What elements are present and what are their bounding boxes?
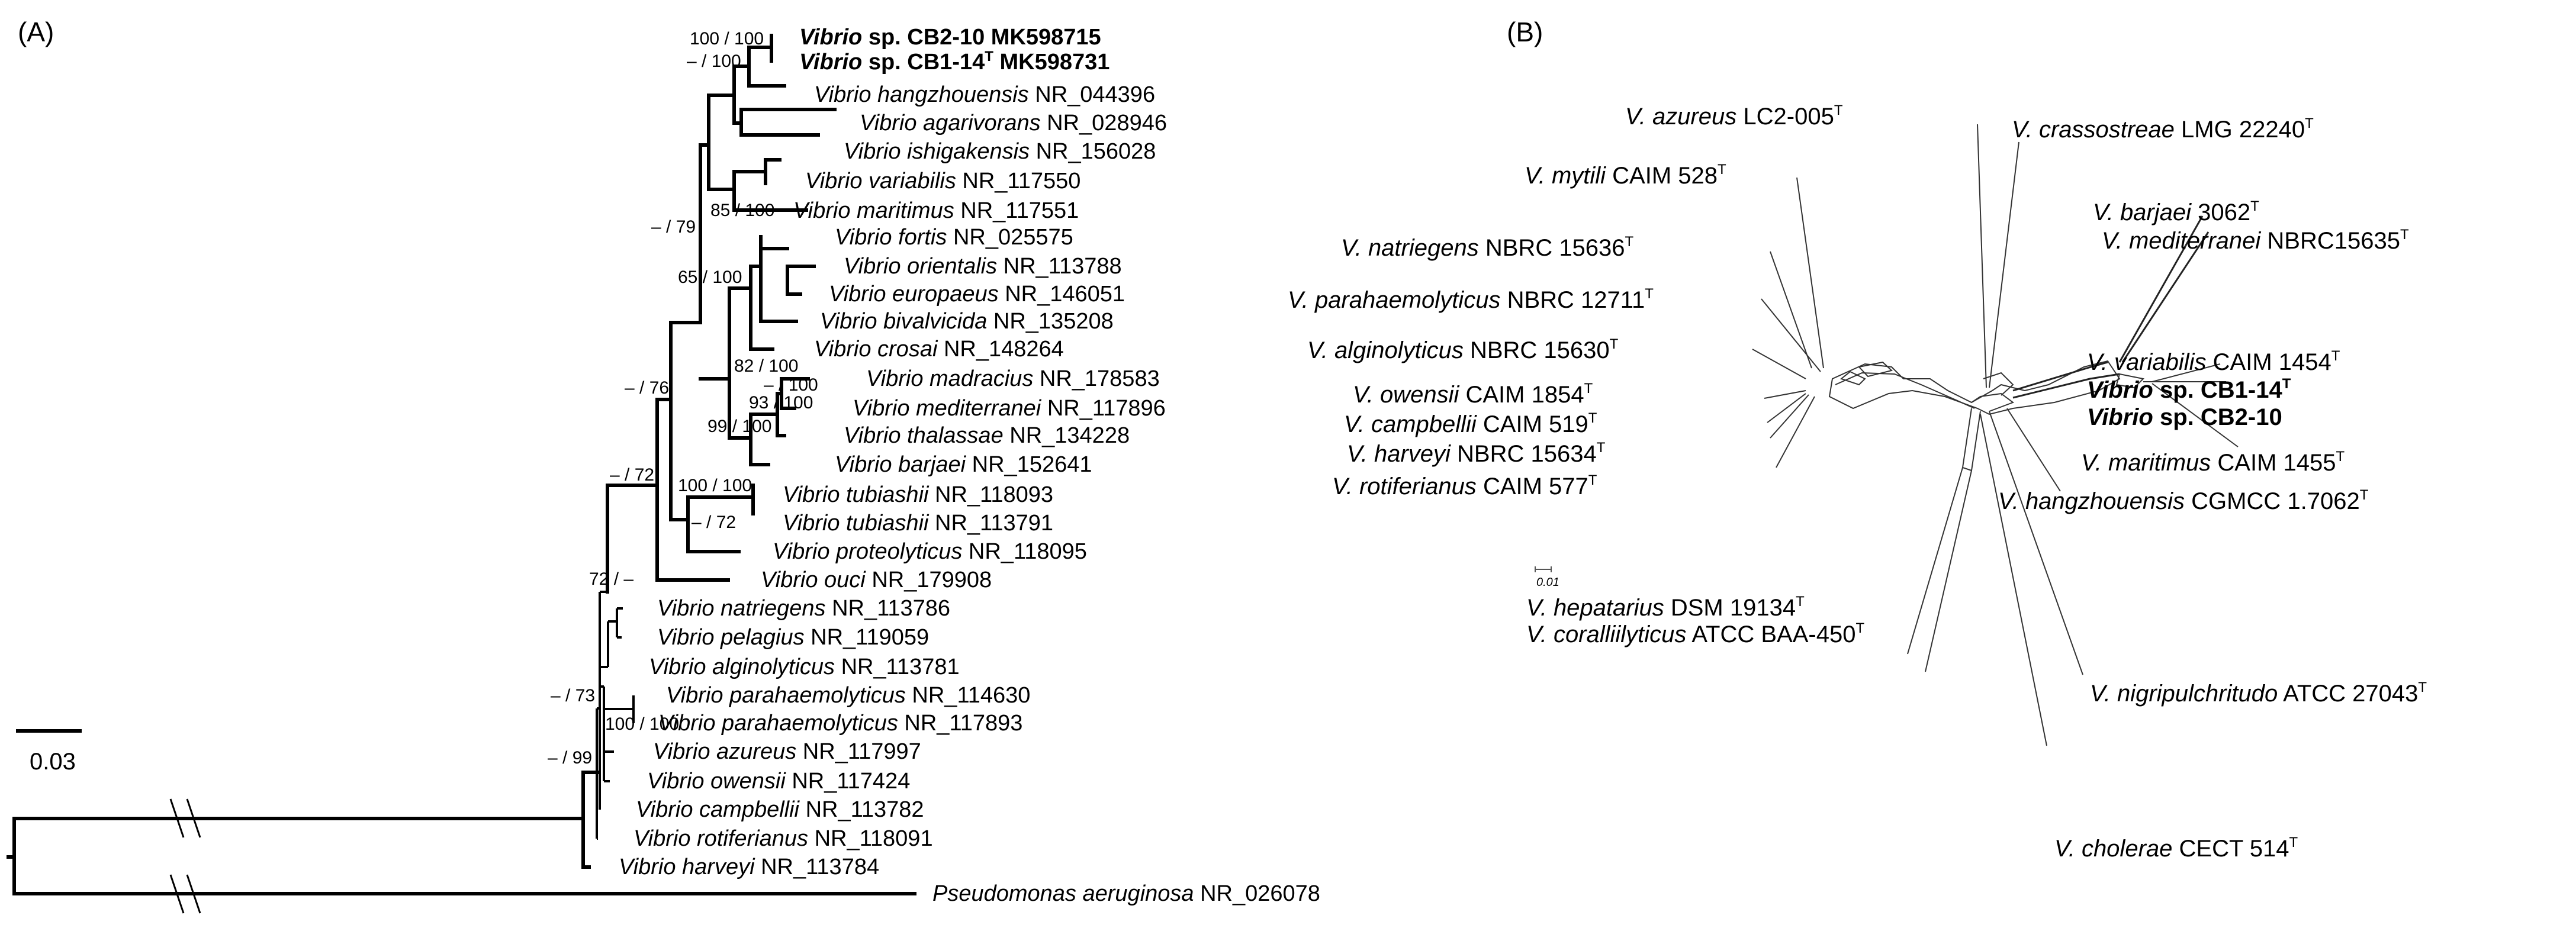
leaf-label: Vibrio bivalvicida NR_135208 — [820, 309, 1114, 334]
leaf-label: Vibrio parahaemolyticus NR_114630 — [666, 683, 1031, 708]
network-scale-label: 0.01 — [1536, 576, 1559, 589]
leaf-label: Vibrio rotiferianus NR_118091 — [633, 826, 933, 851]
taxon-label: V. crassostreae LMG $22240^T$ — [2012, 115, 2314, 143]
leaf-label: Vibrio harveyi NR_113784 — [619, 855, 880, 879]
taxon-label: V. harveyi NBRC $15634^T$ — [1347, 440, 1606, 467]
support-value: 85 / 100 — [710, 201, 775, 220]
leaf-label: Vibrio proteolyticus NR_118095 — [773, 539, 1087, 564]
leaf-label: Vibrio natriegens NR_113786 — [657, 596, 951, 621]
taxon-label: V. hangzhouensis CGMCC $1.7062^T$ — [1998, 487, 2369, 514]
leaf-label: Vibrio sp. CB2-10 MK598715 — [799, 25, 1101, 50]
scale-bar-label: 0.03 — [30, 749, 76, 775]
support-value: 65 / 100 — [678, 268, 742, 287]
leaf-label: Vibrio thalassae NR_134228 — [844, 423, 1130, 448]
support-value: – / 72 — [692, 513, 737, 532]
branch-alginolyticus — [1752, 349, 1806, 379]
leaf-label: Vibrio parahaemolyticus NR_117893 — [658, 711, 1023, 736]
support-value: – / 100 — [687, 51, 741, 71]
tree-leaf-labels — [619, 25, 1320, 906]
support-value: 93 / 100 — [749, 393, 813, 413]
branch-rotiferianus — [1776, 397, 1815, 468]
support-value: 100 / 100 — [678, 476, 752, 495]
taxon-label: V. owensii CAIM $1854^T$ — [1353, 381, 1593, 408]
support-value: – / 73 — [551, 686, 596, 705]
leaf-label: Pseudomonas aeruginosa NR_026078 — [932, 881, 1320, 906]
leaf-label: Vibrio azureus NR_117997 — [653, 739, 921, 764]
support-value: – / 72 — [610, 465, 655, 485]
network-taxon-labels — [1288, 102, 2427, 862]
taxon-label: V. maritimus CAIM $1455^T$ — [2081, 449, 2345, 476]
leaf-label: Vibrio crosai NR_148264 — [814, 337, 1064, 362]
support-value: 82 / 100 — [734, 356, 799, 376]
branch-hangzhouensis — [2007, 408, 2060, 491]
branch-crassostreae — [1989, 142, 2019, 388]
taxon-label: V. parahaemolyticus NBRC $12711^T$ — [1288, 286, 1654, 313]
leaf-label: Vibrio sp. $CB1-14^T$ MK598731 — [799, 49, 1110, 75]
phylogenetic-tree — [8, 25, 1320, 913]
leaf-label: Vibrio ishigakensis NR_156028 — [844, 139, 1156, 164]
taxon-label: Vibrio sp. CB2-10 — [2087, 404, 2282, 430]
taxon-label: V. natriegens NBRC $15636^T$ — [1341, 234, 1634, 261]
taxon-label: V. campbellii CAIM $519^T$ — [1344, 410, 1597, 437]
branch-owensii — [1764, 391, 1806, 398]
taxon-label: V. hepatarius DSM $19134^T$ — [1526, 594, 1805, 621]
support-value: – / 100 — [764, 375, 818, 395]
leaf-label: Vibrio tubiashii NR_118093 — [783, 482, 1054, 507]
branch-natriegens — [1770, 252, 1812, 368]
support-value: – / 79 — [651, 217, 696, 237]
support-value: 72 / – — [589, 569, 634, 589]
leaf-label: Vibrio pelagius NR_119059 — [657, 625, 930, 650]
leaf-label: Vibrio madracius NR_178583 — [866, 366, 1160, 391]
taxon-label: V. mediterranei $NBRC15635^T$ — [2102, 227, 2409, 254]
support-value: 100 / 100 — [690, 29, 764, 49]
branch-azureus — [1977, 124, 1986, 388]
leaf-label: Vibrio variabilis NR_117550 — [805, 169, 1081, 194]
taxon-label: V. azureus $LC2-005^T$ — [1625, 102, 1843, 130]
leaf-label: Vibrio agarivorans NR_028946 — [860, 111, 1167, 136]
leaf-label: Vibrio ouci NR_179908 — [761, 568, 992, 592]
taxon-label: V. rotiferianus CAIM $577^T$ — [1332, 472, 1597, 500]
branch-nigripulchritudo — [1989, 411, 2083, 675]
leaf-label: Vibrio campbellii NR_113782 — [636, 797, 924, 822]
taxon-label: V. variabilis CAIM $1454^T$ — [2087, 348, 2340, 375]
leaf-label: Vibrio europaeus NR_146051 — [829, 282, 1125, 307]
taxon-label: V. alginolyticus NBRC $15630^T$ — [1307, 336, 1619, 363]
support-value: – / 99 — [548, 748, 593, 768]
branch-campbellii — [1767, 394, 1806, 423]
branch-cholerae — [1980, 414, 2047, 746]
panel-a-label: (A) — [18, 17, 54, 47]
panel-b-label: (B) — [1507, 17, 1543, 47]
taxon-label: V. barjaei $3062^T$ — [2093, 198, 2259, 225]
split-network — [1288, 102, 2427, 862]
leaf-label: Vibrio hangzhouensis NR_044396 — [814, 82, 1156, 107]
leaf-label: Vibrio maritimus NR_117551 — [793, 198, 1079, 223]
leaf-label: Vibrio owensii NR_117424 — [647, 769, 911, 794]
branch-hepatarius — [1908, 468, 1963, 654]
taxon-label: V. coralliilyticus ATCC BAA-$450^T$ — [1526, 620, 1865, 647]
branch-mytili — [1797, 178, 1824, 368]
support-value: 100 / 100 — [605, 714, 680, 734]
leaf-label: Vibrio fortis NR_025575 — [835, 225, 1073, 250]
support-value: 99 / 100 — [707, 417, 772, 436]
support-value: – / 76 — [625, 378, 670, 398]
leaf-label: Vibrio mediterranei NR_117896 — [853, 396, 1166, 421]
leaf-label: Vibrio orientalis NR_113788 — [844, 254, 1122, 279]
taxon-label: V. nigripulchritudo ATCC $27043^T$ — [2090, 679, 2427, 707]
leaf-label: Vibrio barjaei NR_152641 — [835, 452, 1092, 477]
taxon-label: Vibrio sp. $CB1-14^T$ — [2087, 376, 2291, 403]
leaf-label: Vibrio alginolyticus NR_113781 — [649, 655, 960, 679]
leaf-label: Vibrio tubiashii NR_113791 — [783, 511, 1054, 536]
taxon-label: V. cholerae CECT $514^T$ — [2054, 834, 2298, 862]
taxon-label: V. mytili CAIM $528^T$ — [1525, 162, 1726, 189]
